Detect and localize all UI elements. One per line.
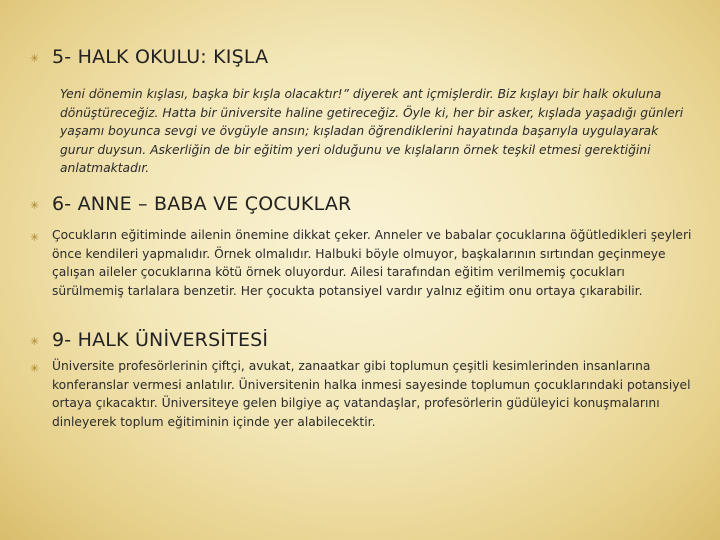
paragraph-text: Çocukların eğitiminde ailenin önemine dikkat çeker. Anneler ve babalar çocuklarına öğütledikleri şeyleri önce kendileri yapmalıdır. Örnek olmalıdır. Halbuki böyle olmuyor, başkalarının sırtından geçinmeye çalışan aileler çocuklarına kötü örnek oluyordur. Ailesi tarafından eğitim verilmemiş çocukları sürülmemiş tarlalara benzetir. Her çocukta potansiyel vardır yalnız eğitim onu ortaya çıkarabilir. [52,228,692,298]
bullet-star-icon: ✳ [30,362,40,375]
section-paragraph-anne-baba [30,226,695,300]
section-paragraph-halk-universitesi [30,357,695,431]
section-heading-halk-okulu [30,45,695,69]
heading-text: 6- ANNE – BABA VE ÇOCUKLAR [52,193,352,215]
section-heading-halk-universitesi [30,328,695,352]
paragraph-text: Üniversite profesörlerinin çiftçi, avukat, zanaatkar gibi toplumun çeşitli kesimlerinden insanlarına konferanslar vermesi anlatılır. Üniversitenin halka inmesi sayesinde toplumun çocuklarındaki potansiyel ortaya çıkacaktır. Üniversiteye gelen bilgiye aç vatandaşlar, profesörlerin güdüleyici konuşmalarını dinleyerek toplum eğitiminin içinde yer alabilecektir. [52,359,691,429]
bullet-star-icon: ✳ [30,52,40,65]
section-paragraph-halk-okulu [30,85,695,178]
bullet-star-icon: ✳ [30,199,40,212]
heading-text: 5- HALK OKULU: KIŞLA [52,46,269,68]
paragraph-text: Yeni dönemin kışlası, başka bir kışla olacaktır!” diyerek ant içmişlerdir. Biz kışlayı bir halk okuluna dönüştüreceğiz. Hatta bir üniversite haline getireceğiz. Öyle ki, her bir asker, kışlada yaşadığı günleri yaşamı boyunca sevgi ve övgüyle ansın; kışladan öğrendiklerini hayatında başarıyla uygulayarak gurur duysun. Askerliğin de bir eğitim yeri olduğunu ve kışlaların örnek teşkil etmesi gerektiğini anlatmaktadır. [60,87,684,176]
heading-text: 9- HALK ÜNİVERSİTESİ [52,329,269,351]
bullet-star-icon: ✳ [30,335,40,348]
section-heading-anne-baba [30,192,695,216]
bullet-star-icon: ✳ [30,231,40,244]
